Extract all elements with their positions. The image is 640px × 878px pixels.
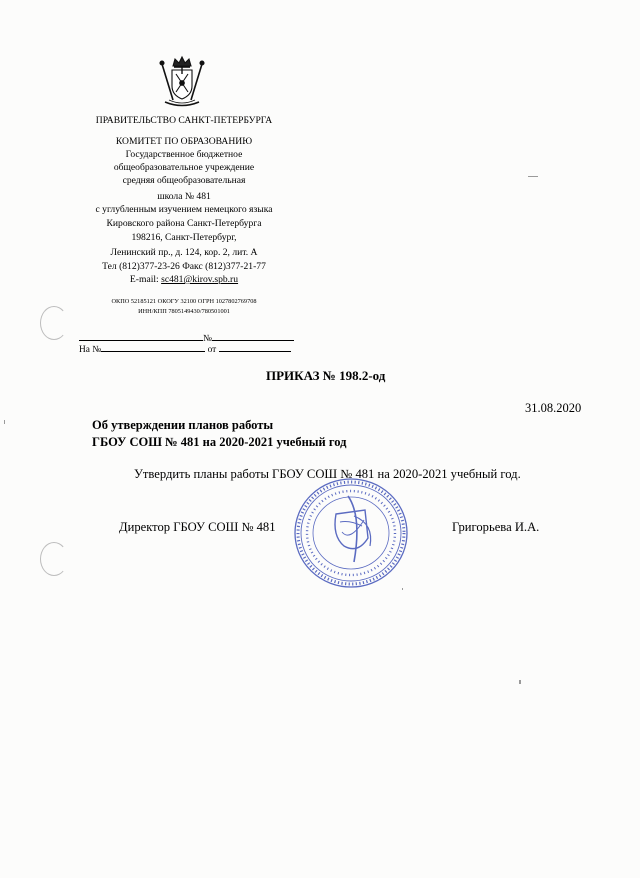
committee-name: КОМИТЕТ ПО ОБРАЗОВАНИЮ: [115, 136, 253, 147]
registry-codes-line-1: ОКПО 52185121 ОКОГУ 32100 ОГРН 1027802769708: [111, 298, 257, 305]
subject-line-1: Об утверждении планов работы: [92, 418, 274, 432]
postal-line: 198216, Санкт-Петербург,: [131, 232, 237, 243]
punch-hole-top: [40, 306, 68, 340]
official-seal-stamp: [292, 476, 410, 590]
registry-codes-line-2: ИНН/КПП 7805149430/780501001: [138, 308, 230, 315]
date-blank: [79, 332, 203, 341]
org-line-4: школа № 481: [157, 191, 211, 202]
number-sign: №: [203, 334, 212, 344]
phone-fax-line: Тел (812)377-23-26 Факс (812)377-21-77: [102, 261, 266, 272]
email-label: E-mail:: [129, 274, 162, 285]
punch-hole-bottom: [40, 542, 68, 576]
district-line: Кировского района Санкт-Петербурга: [106, 218, 262, 229]
org-line-1: Государственное бюджетное: [125, 149, 243, 160]
reference-number-blank: [101, 343, 205, 352]
scan-speck: [528, 176, 538, 177]
email-link[interactable]: sc481@kirov.spb.ru: [161, 274, 239, 285]
scan-speck: [4, 420, 5, 424]
scan-speck: [519, 680, 521, 684]
coat-of-arms-icon: [157, 54, 207, 110]
order-body: Утвердить планы работы ГБОУ СОШ № 481 на 2020-2021 учебный год.: [134, 467, 521, 481]
reference-line: [79, 343, 291, 355]
reference-date-blank: [219, 343, 291, 352]
subject-line-2: ГБОУ СОШ № 481 на 2020-2021 учебный год: [92, 435, 347, 449]
signatory-name: Григорьева И.А.: [452, 520, 540, 534]
street-line: Ленинский пр., д. 124, кор. 2, лит. А: [110, 247, 258, 258]
order-subject: [92, 417, 346, 451]
org-line-5: с углубленным изучением немецкого языка: [95, 204, 273, 215]
scan-speck: [402, 588, 403, 590]
number-blank: [212, 332, 294, 341]
org-line-3: средняя общеобразовательная: [122, 175, 246, 186]
order-date: 31.08.2020: [525, 401, 582, 415]
reference-from-label: от: [207, 345, 217, 355]
email-line: [66, 273, 302, 286]
government-name: ПРАВИТЕЛЬСТВО САНКТ-ПЕТЕРБУРГА: [95, 115, 273, 126]
reference-label: На №: [79, 345, 102, 355]
org-line-2: общеобразовательное учреждение: [113, 162, 255, 173]
signatory-position: Директор ГБОУ СОШ № 481: [119, 520, 276, 534]
order-title: ПРИКАЗ № 198.2-од: [266, 368, 386, 383]
